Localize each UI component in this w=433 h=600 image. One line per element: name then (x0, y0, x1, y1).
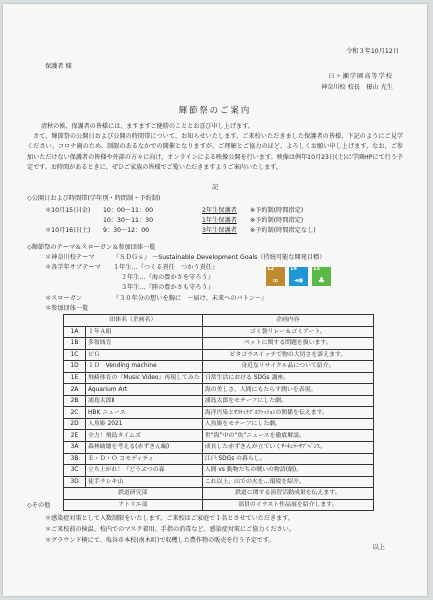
recipient: 保護者 様 (45, 63, 72, 70)
org-name: 徒手ラレキ山 (86, 476, 203, 488)
table-row (64, 349, 374, 361)
document-page (3, 4, 427, 596)
org-desc: 人魚姫をモチーフにした劇。 (202, 418, 373, 430)
table-row (64, 430, 374, 442)
schedule-row (45, 215, 375, 224)
schedule-time: 9：30～12：00 (103, 227, 150, 234)
schedule-grade: 1年生保護者 (202, 217, 237, 224)
schedule-note: ※予約制(時間指定) (250, 217, 304, 224)
org-id: 2B (64, 395, 86, 407)
intro-greeting: 清秋の候、保護者の皆様には、ますますご健勝のこととお喜び申し上げます。 (41, 123, 254, 130)
schedule-date: ＊10月16日(土) (45, 227, 91, 234)
table-row (64, 453, 374, 465)
tree-icon: ♣ (317, 276, 326, 285)
schedule-grade: 2年生保護者 (202, 207, 237, 214)
org-desc: 成長した赤ずきんが立ていくｻｰｷｭﾗｰｻﾌﾞﾍﾞﾝｽ。 (202, 442, 373, 454)
note-item: ＊感染症対策として入数制限をいたします。ご来校はご家庭で１名とさせていただきます。 (45, 515, 294, 522)
infinity-icon: ∞ (272, 276, 279, 285)
org-id: 1E (64, 372, 86, 384)
org-desc: ゴミ袋リレー＆ゴミアート。 (202, 326, 373, 338)
document-title: 輝節祭のご案内 (178, 105, 252, 115)
org-name: HBK ニュース (86, 407, 203, 419)
table-row (64, 372, 374, 384)
org-name: 森林破壊を考える(赤ずきん編) (86, 442, 203, 454)
document-date: 令和３年10月12日 (346, 48, 399, 55)
org-desc: これ以上、山での火を…環境を紹介。 (202, 476, 373, 488)
org-name: 全力！飛島タイムズ (86, 430, 203, 442)
note-item: ＊グラウンド横にて、塩谷市本校(南木町)で収穫した農作物の販売を行う予定です。 (45, 537, 275, 544)
slogan-label: ＊スローガン (45, 295, 83, 302)
sub-theme-grade3: ３年生…『陸の豊かさも守ろう』 (121, 284, 214, 291)
org-id: 2D (64, 418, 86, 430)
principal-name: 神奈川校 校長 榎山 光生 (321, 84, 393, 91)
table-row (64, 395, 374, 407)
table-row (64, 326, 374, 338)
org-id: 1D (64, 361, 86, 373)
org-desc: ペットに関する問題を扱います。 (202, 338, 373, 350)
table-row (64, 442, 374, 454)
schedule-heading: ◇公開日および時間帯(学年別・時間制・予約制) (27, 195, 161, 202)
org-desc: 海の美しさ、人間にもたらす潤いを表現。 (202, 384, 373, 396)
school-theme-label: ＊神奈川校テーマ (45, 254, 95, 261)
org-id: 1B (64, 338, 86, 350)
org-name: アトリエ部 (64, 499, 203, 511)
org-desc: 部員のイラスト作品展を紹介します。 (202, 499, 373, 511)
table-row (64, 407, 374, 419)
org-name: 人魚姫 2021 (86, 418, 203, 430)
sdg-14-icon: 14 ◄◉ (289, 267, 308, 286)
org-name: Aquarium Art (86, 384, 203, 396)
schedule-time: 10：30～11：30 (103, 217, 154, 224)
org-name: 飛崎体育の『Music Video』再現してみた (86, 372, 203, 384)
org-header-name: 団体名（企画名） (64, 315, 203, 327)
schedule-note: ※予約制(時間指定なし) (250, 227, 316, 234)
school-theme: 『ＳＤＧｓ』 ～Sustainable Development Goals（持続可能な開発目標） (113, 254, 326, 261)
org-name: １Ｄ Vending machine (86, 361, 203, 373)
org-desc: ピタゴラスイッチで物の大切さを訴えます。 (202, 349, 373, 361)
org-name: Ｅ・Ｄ・Ｏ コモディティ (86, 453, 203, 465)
other-heading: ◇その他 (27, 502, 51, 509)
org-table-header (64, 315, 374, 327)
org-name: 浦島太郎Ⅱ (86, 395, 203, 407)
org-desc: 人間 vs 動物たちの戦いの物語(劇)。 (202, 465, 373, 477)
schedule-note: ※予約制(時間指定) (250, 207, 304, 214)
org-header-desc: 企画内容 (202, 315, 373, 327)
fish-icon: ◄◉ (293, 277, 304, 284)
sub-theme-label: ＊各学年サブテーマ (45, 264, 101, 271)
schedule-row (45, 225, 375, 234)
org-id: 1A (64, 326, 86, 338)
table-row (64, 338, 374, 350)
table-row (64, 488, 374, 500)
org-id: 3D (64, 476, 86, 488)
table-row (64, 499, 374, 511)
org-name: ピＧ (86, 349, 203, 361)
table-row (64, 418, 374, 430)
org-name: 立ち上がれ！『どうぶつの森 (86, 465, 203, 477)
slogan: 『３０年分の想いを胸に ～届け、未来へのバトン～』 (113, 295, 268, 302)
schedule-time: 10：00～11：00 (103, 207, 154, 214)
org-desc: 江戸 SDGs の暮らし。 (202, 453, 373, 465)
org-desc: 日常生活における SDGs 講座。 (202, 372, 373, 384)
sub-theme-grade2: ２年生…『海の豊かさを守ろう』 (121, 274, 214, 281)
org-desc: 身近なリサイクル品について紹介。 (202, 361, 373, 373)
schedule-grade: 3年生保護者 (202, 227, 237, 234)
closing-mark: 以上 (372, 544, 385, 551)
org-id: 2E (64, 430, 86, 442)
org-id: 2C (64, 407, 86, 419)
org-desc: 世“海”中の“魚”ニュースを徹底解説。 (202, 430, 373, 442)
theme-heading: ◇輝節祭のテーマ＆スローガン＆参加団体一覧 (27, 244, 156, 251)
table-row (64, 465, 374, 477)
table-row (64, 361, 374, 373)
note-item: ＊ご来校前の検温、校内でのマスク着用、手指の消毒など、感染症対策にご協力ください。 (45, 526, 295, 533)
org-id: 1C (64, 349, 86, 361)
sub-theme-grade1: １年生…『つくる責任 つかう責任』 (113, 264, 219, 271)
org-list-label: ＊参加団体一覧 (45, 305, 89, 312)
org-id: 3A (64, 442, 86, 454)
sdg-15-icon: 15 ♣ (312, 267, 331, 286)
schedule-row (45, 205, 375, 214)
sdg-12-icon: 12 ∞ (266, 267, 285, 286)
intro-body: さて、輝節祭の公開日および公開の時間帯について、お知らせいたします。ご来校いただきました保護者の皆様、下記のようにご見学ください。コロナ禍のため、制限のあるなかでの開催となりますが、ご理解とご協力のほど、よろしくお願い申し上げます。なお、ご参加いただけない保護者の皆様や外部の方々に向け、オンラインによる映像公開を行います。映像は例年10月23日(土)に学園HPにて行う予定です。お時間があるときに、ぜひご家族の皆様でご覧いただきますようご案内いたします。 (27, 133, 403, 171)
table-row (64, 384, 374, 396)
org-id: 3C (64, 465, 86, 477)
ki-marker: 記 (211, 184, 219, 191)
org-id: 3B (64, 453, 86, 465)
org-desc: 海洋汚染とｻｽﾃｨﾅﾌﾞﾙﾌｧｯｼｮﾝの関係を伝えます。 (202, 407, 373, 419)
table-row (64, 476, 374, 488)
schedule-date: ＊10月15日(金) (45, 207, 91, 214)
org-name: 多領域肯 (86, 338, 203, 350)
org-table (63, 314, 374, 511)
org-desc: 浦島太郎をモチーフにした劇。 (202, 395, 373, 407)
org-name: １年Ａ組 (86, 326, 203, 338)
school-name: 日ヶ瀬学園高等学校 (328, 73, 393, 80)
org-desc: 鉄道に関する演習活動成果を伝えます。 (202, 488, 373, 500)
org-name: 鉄道研究部 (64, 488, 203, 500)
org-id: 2A (64, 384, 86, 396)
